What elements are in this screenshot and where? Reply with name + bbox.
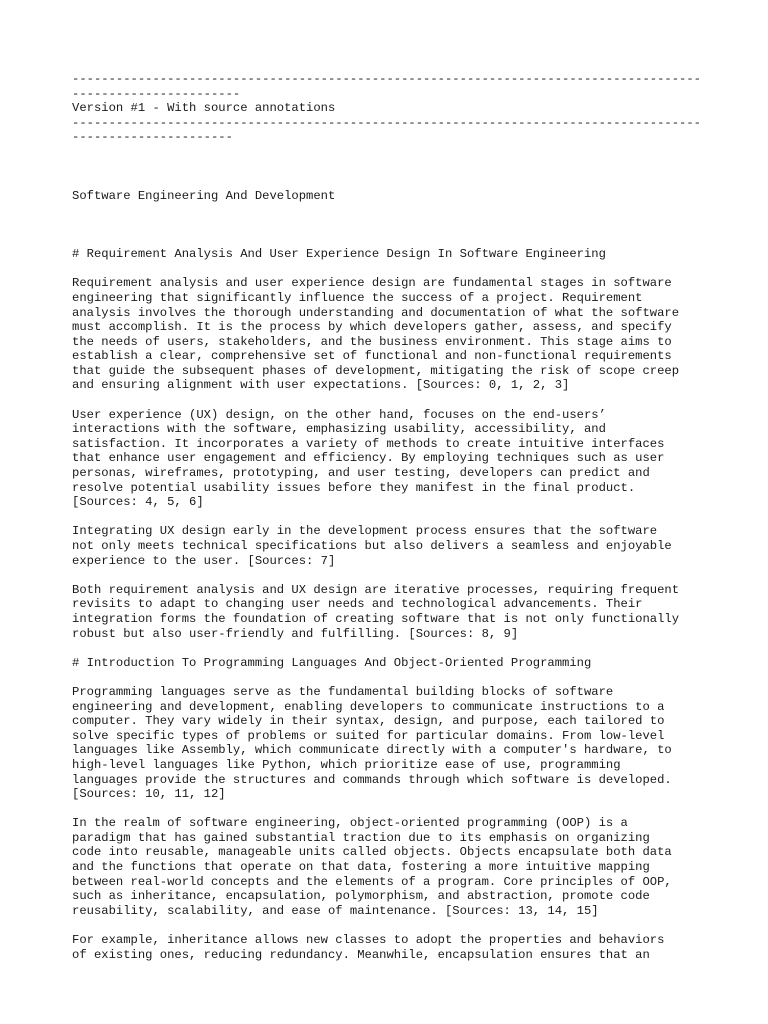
spacer xyxy=(72,670,702,685)
paragraph: Integrating UX design early in the development process ensures that the software not only meets technical specifications but also delivers a seamless and enjoyable experience to the user. [Sources: 7] xyxy=(72,524,672,568)
spacer xyxy=(72,393,702,408)
spacer xyxy=(72,145,702,174)
spacer xyxy=(72,918,702,933)
paragraph: Both requirement analysis and UX design are iterative processes, requiring frequent revisits to adapt to changing user needs and technological advancements. Their integration forms the foundation of creating software that is not only functionally robust but also user-friendly and fulfilling. [Sources: 8, 9] xyxy=(72,582,680,641)
paragraph: For example, inheritance allows new classes to adopt the properties and behaviors of existing ones, reducing redundancy. Meanwhile, encapsulation ensures that an xyxy=(72,933,665,962)
spacer xyxy=(72,174,702,189)
paragraph: Requirement analysis and user experience design are fundamental stages in software engineering that significantly influence the success of a project. Requirement analysis involves the thorough understanding and documentation of what the software must accomplish. It is the process by which developers gather, assess, and specify the needs of users, stakeholders, and the business environment. This stage aims to establish a clear, comprehensive set of functional and non-functional requirements that guide the subsequent phases of development, mitigating the risk of scope creep and ensuring alignment with user expectations. [Sources: 0, 1, 2, 3] xyxy=(72,276,680,393)
spacer xyxy=(72,262,702,277)
document-title: Software Engineering And Development xyxy=(72,188,336,203)
header-rule-top: ------------------------------------------------------------------------------------------------------------- xyxy=(72,72,701,101)
paragraph: In the realm of software engineering, object-oriented programming (OOP) is a paradigm that has gained substantial traction due to its emphasis on organizing code into reusable, manageable units called objects. Objects encapsulate both data and the functions that operate on that data, fostering a more intuitive mapping between real-world concepts and the elements of a program. Core principles of OOP, such as inheritance, encapsulation, polymorphism, and abstraction, promote code reusability, scalability, and ease of maintenance. [Sources: 13, 14, 15] xyxy=(72,816,672,918)
paragraph: Programming languages serve as the fundamental building blocks of software engineering and development, enabling developers to communicate instructions to a computer. They vary widely in their syntax, design, and purpose, each tailored to solve specific types of problems or suited for particular domains. From low-level languages like Assembly, which communicate directly with a computer's hardware, to high-level languages like Python, which prioritize ease of use, programming languages provide the structures and commands through which software is developed. [Sources: 10, 11, 12] xyxy=(72,684,672,802)
spacer xyxy=(72,568,702,583)
section-heading: # Introduction To Programming Languages And Object-Oriented Programming xyxy=(72,655,592,670)
section-heading: # Requirement Analysis And User Experience Design In Software Engineering xyxy=(72,247,606,262)
header-rule-bottom: ------------------------------------------------------------------------------------------------------------ xyxy=(72,115,701,145)
spacer xyxy=(72,802,702,817)
document-page xyxy=(72,72,702,962)
spacer xyxy=(72,233,702,248)
spacer xyxy=(72,510,702,525)
spacer xyxy=(72,641,702,656)
spacer xyxy=(72,203,702,232)
version-line: Version #1 - With source annotations xyxy=(72,101,336,116)
paragraph: User experience (UX) design, on the other hand, focuses on the end-users’ interactions with the software, emphasizing usability, accessibility, and satisfaction. It incorporates a variety of methods to create intuitive interfaces that enhance user engagement and efficiency. By employing techniques such as user personas, wireframes, prototyping, and user testing, developers can predict and resolve potential usability issues before they manifest in the final product. [Sources: 4, 5, 6] xyxy=(72,407,665,510)
